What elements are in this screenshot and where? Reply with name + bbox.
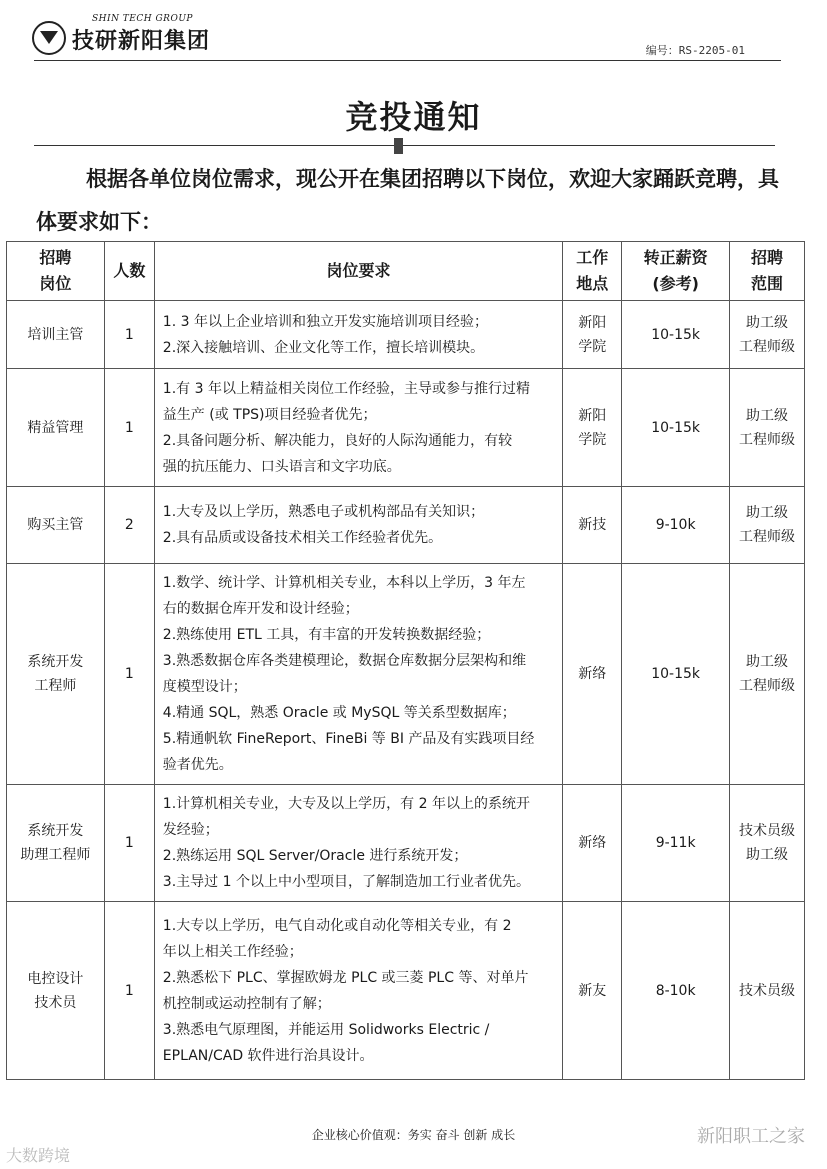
core-values-footer: 企业核心价值观：务实 奋斗 创新 成长: [311, 1128, 516, 1142]
requirement-line: 2.熟练使用 ETL 工具，有丰富的开发转换数据经验；: [162, 627, 491, 643]
requirement-line: 发经验；: [162, 822, 219, 838]
salary-cell: 9-11k: [622, 785, 730, 902]
scope-line: 工程师级: [739, 431, 796, 448]
salary-cell: 10-15k: [622, 301, 730, 369]
table-row: [7, 902, 805, 1080]
column-header-line: 地点: [576, 274, 609, 293]
position-line: 购买主管: [27, 517, 84, 533]
position-cell: [7, 369, 105, 487]
requirement-line: 2.具备问题分析、解决能力，良好的人际沟通能力，有较: [162, 432, 513, 449]
requirement-line: 3.熟悉电气原理图，并能运用 Solidworks Electric /: [162, 1021, 490, 1038]
scope-line: 工程师级: [739, 678, 796, 694]
requirement-line: 度模型设计；: [162, 679, 247, 695]
table-row: [7, 369, 805, 487]
divider-marker: [394, 138, 403, 154]
column-header-line: 岗位要求: [326, 261, 391, 280]
table-row: [7, 785, 805, 902]
location-cell: [563, 301, 622, 369]
requirements-cell: [154, 785, 562, 902]
position-line: 工程师: [34, 678, 77, 694]
location-cell: [563, 564, 622, 785]
column-header: [622, 242, 730, 301]
requirements-cell: [154, 369, 562, 487]
scope-line: 助工级: [746, 847, 789, 863]
scope-cell: [730, 487, 805, 564]
requirement-line: 1.有 3 年以上精益相关岗位工作经验，主导或参与推行过精: [162, 380, 530, 397]
position-line: 电控设计: [27, 970, 84, 987]
title-divider: [34, 145, 775, 146]
column-header: [730, 242, 805, 301]
scope-cell: [730, 301, 805, 369]
scope-line: 技术员级: [739, 823, 796, 839]
table-header-row: [7, 242, 805, 301]
location-line: 新阳: [578, 407, 607, 424]
column-header-line: 转正薪资: [643, 248, 708, 267]
requirements-cell: [154, 902, 562, 1080]
location-line: 学院: [578, 431, 607, 448]
scope-line: 助工级: [746, 654, 789, 670]
count-cell: 1: [104, 564, 154, 785]
scope-line: 助工级: [746, 505, 789, 521]
watermark-right: 新阳职工之家: [697, 1126, 805, 1147]
column-header-line: 招聘: [39, 248, 72, 267]
scope-cell: [730, 785, 805, 902]
scope-line: 助工级: [746, 407, 789, 424]
column-header-line: 招聘: [751, 248, 784, 267]
requirement-line: 2.具有品质或设备技术相关工作经验者优先。: [162, 530, 443, 546]
position-cell: [7, 301, 105, 369]
column-header-line: 岗位: [39, 274, 72, 293]
scope-line: 技术员级: [739, 982, 796, 999]
requirement-line: 年以上相关工作经验；: [162, 943, 303, 960]
requirements-cell: [154, 487, 562, 564]
salary-cell: 10-15k: [622, 564, 730, 785]
intro-paragraph: 根据各单位岗位需求，现公开在集团招聘以下岗位，欢迎大家踊跃竞聘，具体要求如下：: [36, 167, 779, 234]
job-table: [6, 241, 805, 1080]
location-line: 新技: [578, 517, 607, 533]
location-line: 新络: [578, 666, 607, 682]
document-number: 编号：RS-2205-01: [645, 44, 745, 57]
scope-cell: [730, 369, 805, 487]
location-line: 新阳: [578, 314, 607, 331]
requirement-line: 3.主导过 1 个以上中小型项目，了解制造加工行业者优先。: [162, 874, 530, 890]
requirement-line: 3.熟悉数据仓库各类建模理论，数据仓库数据分层架构和维: [162, 653, 527, 669]
requirement-line: 验者优先。: [162, 757, 233, 773]
requirement-line: 强的抗压能力、口头语言和文字功底。: [162, 458, 401, 475]
requirement-line: 右的数据仓库开发和设计经验；: [162, 601, 359, 617]
location-line: 新络: [578, 835, 607, 851]
position-line: 精益管理: [27, 419, 84, 436]
requirement-line: 1. 3 年以上企业培训和独立开发实施培训项目经验；: [162, 313, 488, 330]
column-header: [7, 242, 105, 301]
requirement-line: 机控制或运动控制有了解；: [162, 995, 331, 1012]
requirements-cell: [154, 564, 562, 785]
requirement-line: EPLAN/CAD 软件进行治具设计。: [162, 1047, 374, 1064]
table-row: [7, 564, 805, 785]
count-cell: 1: [104, 785, 154, 902]
salary-cell: 10-15k: [622, 369, 730, 487]
location-line: 新友: [578, 982, 607, 999]
page-title: 竞投通知: [345, 98, 482, 136]
position-cell: [7, 902, 105, 1080]
location-line: 学院: [578, 338, 607, 355]
count-cell: 1: [104, 902, 154, 1080]
column-header-line: 人数: [113, 261, 146, 280]
location-cell: [563, 369, 622, 487]
requirement-line: 2.熟练运用 SQL Server/Oracle 进行系统开发；: [162, 848, 468, 864]
count-cell: 2: [104, 487, 154, 564]
position-line: 系统开发: [27, 823, 84, 839]
scope-line: 工程师级: [739, 529, 796, 545]
requirement-line: 1.大专以上学历，电气自动化或自动化等相关专业，有 2: [162, 917, 512, 934]
scope-line: 助工级: [746, 314, 789, 331]
requirement-line: 2.熟悉松下 PLC、掌握欧姆龙 PLC 或三菱 PLC 等、对单片: [162, 969, 529, 986]
position-line: 技术员: [34, 994, 77, 1011]
scope-cell: [730, 564, 805, 785]
logo-chinese-name: 技研新阳集团: [72, 29, 211, 54]
position-cell: [7, 785, 105, 902]
requirements-cell: [154, 301, 562, 369]
company-logo: [32, 14, 210, 55]
requirement-line: 5.精通帆软 FineReport、FineBi 等 BI 产品及有实践项目经: [162, 731, 535, 747]
requirement-line: 1.数学、统计学、计算机相关专业，本科以上学历，3 年左: [162, 575, 526, 591]
count-cell: 1: [104, 301, 154, 369]
count-cell: 1: [104, 369, 154, 487]
position-cell: [7, 487, 105, 564]
salary-cell: 9-10k: [622, 487, 730, 564]
column-header: [104, 242, 154, 301]
scope-line: 工程师级: [739, 338, 796, 355]
watermark-left: 大数跨境: [6, 1146, 71, 1165]
position-cell: [7, 564, 105, 785]
column-header: [563, 242, 622, 301]
requirement-line: 益生产 (或 TPS)项目经验者优先；: [162, 406, 377, 423]
column-header-line: 工作: [576, 248, 609, 267]
requirement-line: 4.精通 SQL，熟悉 Oracle 或 MySQL 等关系型数据库；: [162, 705, 516, 721]
logo-icon: [32, 21, 66, 55]
requirement-line: 2.深入接触培训、企业文化等工作，擅长培训模块。: [162, 339, 485, 356]
column-header-line: 范围: [751, 274, 784, 293]
scope-cell: [730, 902, 805, 1080]
column-header-line: (参考): [652, 274, 699, 293]
requirement-line: 1.大专及以上学历，熟悉电子或机构部品有关知识；: [162, 504, 485, 520]
position-line: 培训主管: [27, 326, 84, 343]
header-divider: [34, 60, 781, 61]
column-header: [154, 242, 562, 301]
location-cell: [563, 902, 622, 1080]
table-row: [7, 301, 805, 369]
salary-cell: 8-10k: [622, 902, 730, 1080]
position-line: 助理工程师: [20, 847, 91, 863]
logo-english-name: SHIN TECH GROUP: [92, 14, 193, 24]
location-cell: [563, 785, 622, 902]
position-line: 系统开发: [27, 654, 84, 670]
requirement-line: 1.计算机相关专业，大专及以上学历，有 2 年以上的系统开: [162, 796, 530, 812]
location-cell: [563, 487, 622, 564]
table-row: [7, 487, 805, 564]
